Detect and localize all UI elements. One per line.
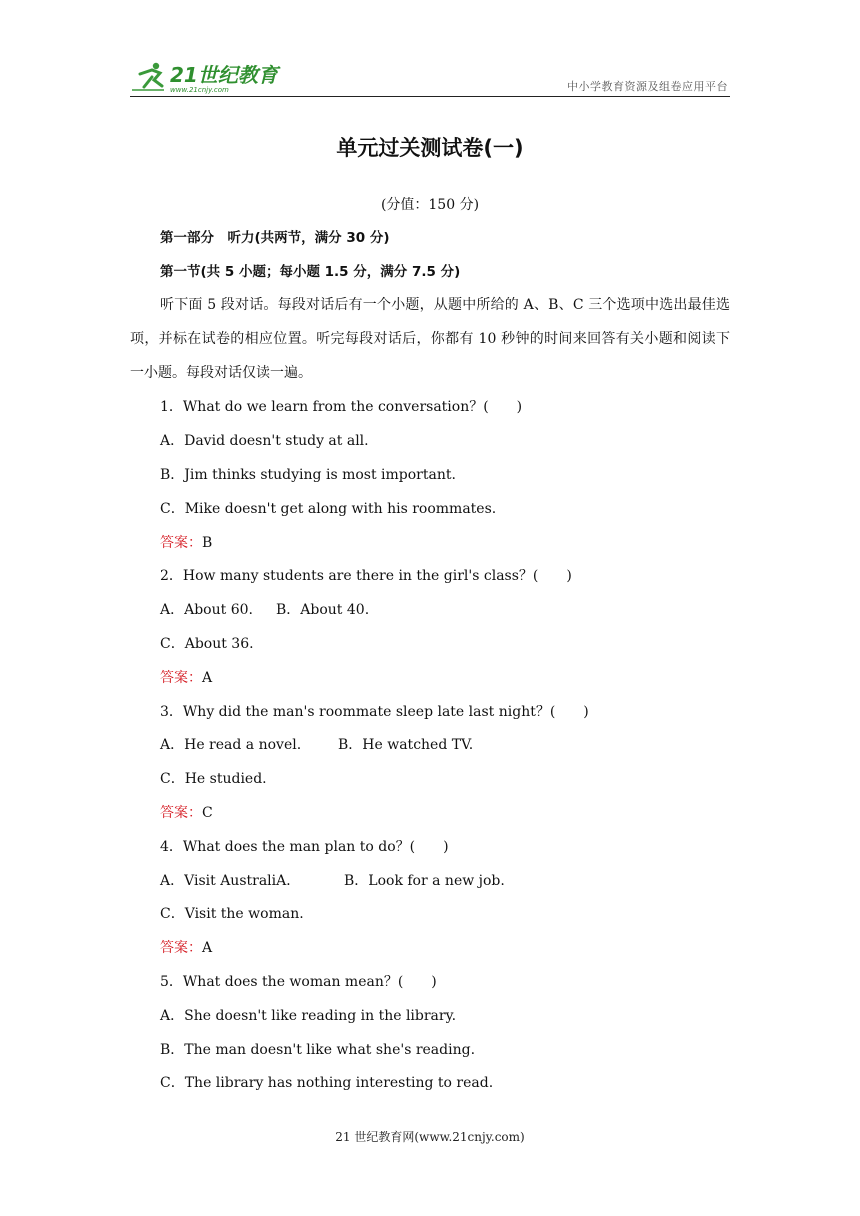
section-heading-text: 第一节(共 5 小题；每小题 1.5 分，满分 7.5 分)	[160, 264, 461, 280]
option-b: B．He watched TV.	[338, 737, 474, 753]
answer-value: A	[202, 670, 213, 686]
answer-line	[160, 804, 213, 822]
answer-line	[160, 534, 212, 552]
option-a: A．She doesn't like reading in the library.	[160, 1008, 457, 1024]
option-c: C．Visit the woman.	[160, 906, 304, 922]
option-b: B．The man doesn't like what she's reading.	[160, 1042, 476, 1058]
answer-label: 答案：	[160, 940, 202, 956]
option-c: C．The library has nothing interesting to read.	[160, 1075, 494, 1091]
logo-text: 21世纪教育	[170, 63, 278, 87]
page-title: 单元过关测试卷(一)	[336, 136, 524, 160]
option-a: A．Visit AustraliA．	[160, 873, 301, 889]
answer-value: B	[202, 535, 213, 551]
option-c: C．About 36.	[160, 636, 254, 652]
part-heading: 第一部分 听力(共两节，满分 30 分)	[160, 230, 390, 246]
question-stem: 1．What do we learn from the conversation？( )	[160, 399, 523, 415]
option-a: A．David doesn't study at all.	[160, 433, 369, 449]
answer-label: 答案：	[160, 805, 202, 821]
answer-line	[160, 669, 212, 687]
option-b: B．Jim thinks studying is most important.	[160, 467, 456, 483]
page-header	[130, 56, 730, 97]
answer-value: C	[202, 805, 213, 821]
answer-line	[160, 939, 212, 957]
page-footer: 21 世纪教育网(www.21cnjy.com)	[335, 1130, 525, 1144]
instructions: 听下面 5 段对话。每段对话后有一个小题，从题中所给的 A、B、C 三个选项中选出最佳选项，并标在试卷的相应位置。听完每段对话后，你都有 10 秒钟的时间来回答有关小题和阅读下一小题。每段对话仅读一遍。	[130, 297, 730, 381]
question-stem: 3．Why did the man's roommate sleep late last night？( )	[160, 704, 589, 720]
answer-label: 答案：	[160, 670, 202, 686]
answer-value: A	[202, 940, 213, 956]
platform-label: 中小学教育资源及组卷应用平台	[567, 80, 728, 93]
option-a: A．About 60.	[160, 602, 253, 618]
answer-label: 答案：	[160, 535, 202, 551]
option-b: B．Look for a new job.	[344, 873, 505, 889]
question-stem: 5．What does the woman mean？( )	[160, 974, 437, 990]
options-row	[160, 736, 474, 754]
site-logo	[130, 60, 290, 94]
section-heading	[160, 263, 460, 281]
question-stem: 2．How many students are there in the girl's class？( )	[160, 568, 572, 584]
option-a: A．He read a novel.	[160, 737, 302, 753]
logo-url: www.21cnjy.com	[170, 86, 229, 94]
question-stem: 4．What does the man plan to do？( )	[160, 839, 449, 855]
option-c: C．He studied.	[160, 771, 267, 787]
option-c: C．Mike doesn't get along with his roommates.	[160, 501, 497, 517]
options-row	[160, 872, 505, 890]
options-row	[160, 601, 370, 619]
option-b: B．About 40.	[276, 602, 370, 618]
score-line: (分值：150 分)	[380, 197, 480, 213]
